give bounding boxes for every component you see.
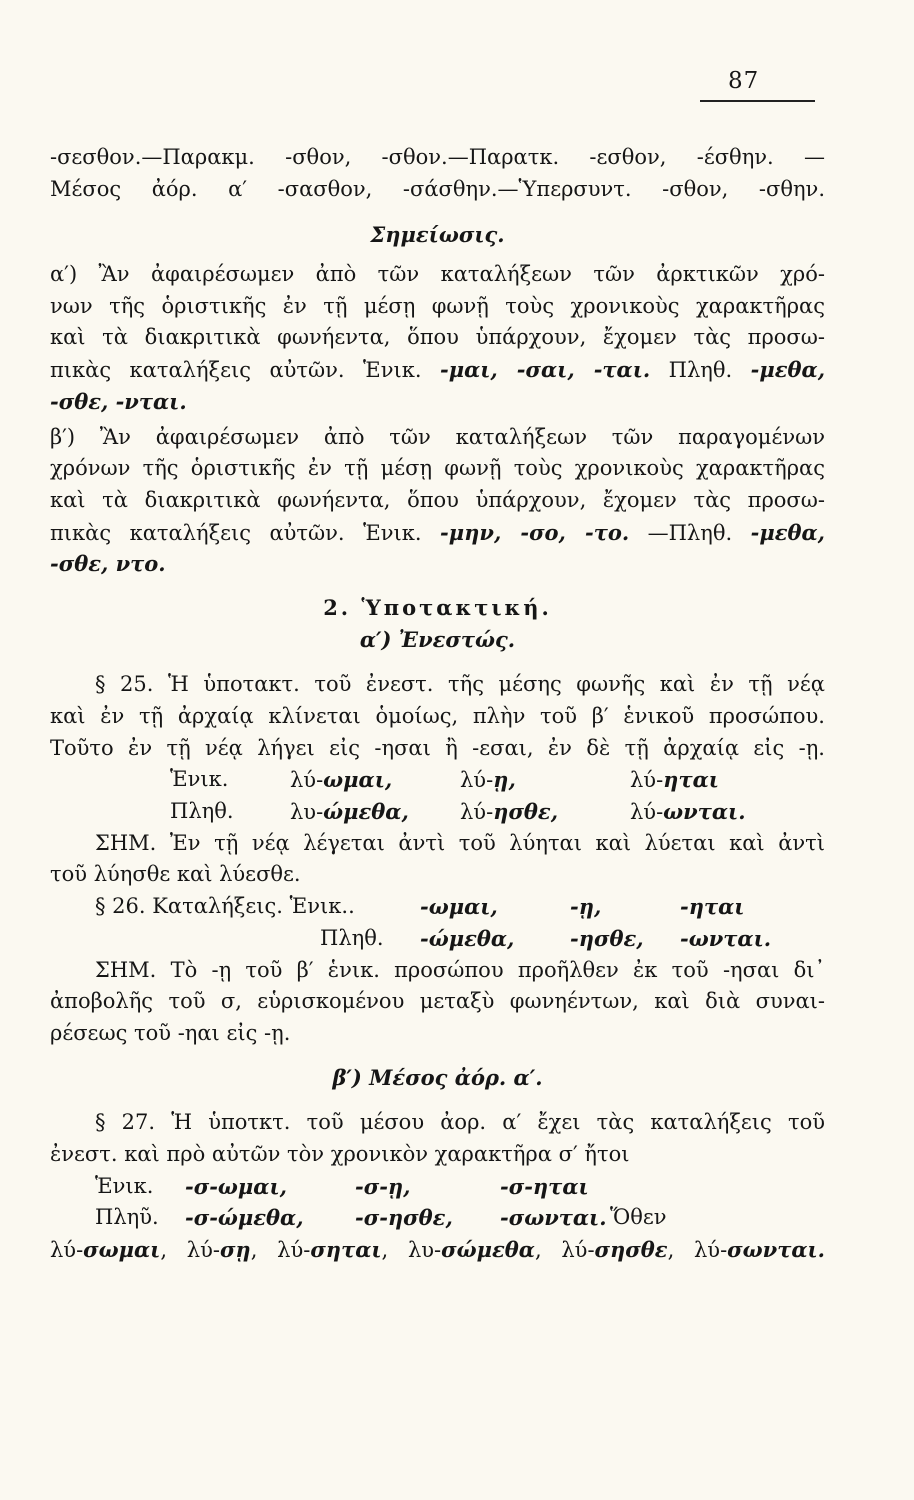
- paragraph-26-row: [50, 891, 825, 923]
- heading-text: 2. Ὑποτακτική.: [323, 594, 552, 620]
- ending-span: σώμεθα: [441, 1237, 535, 1262]
- text-line: Τοῦτο ἐν τῇ νέᾳ λήγει εἰς -ησαι ἢ -εσαι, ἐν δὲ τῇ ἀρχαίᾳ εἰς -ῃ.: [50, 735, 825, 760]
- text-span: Ὅθεν: [610, 1205, 667, 1230]
- text-span: , λύ-: [250, 1238, 311, 1262]
- text-span: , λύ-: [160, 1238, 220, 1262]
- paradigm-form: λύ-ῃ,: [460, 767, 516, 793]
- text-body: [50, 142, 825, 1266]
- text-line: [50, 354, 825, 386]
- page-number: 87: [728, 68, 760, 94]
- paradigm-label: Πληθ.: [170, 799, 234, 824]
- text-span: λύ-: [50, 1238, 84, 1262]
- text-line: ἐνεστ. καὶ πρὸ αὐτῶν τὸν χρονικὸν χαρακτῆρα σ′ ἤτοι: [50, 1141, 630, 1166]
- header-rule: [700, 100, 815, 102]
- text-line: α′) Ἂν ἀφαιρέσωμεν ἀπὸ τῶν καταλήξεων τῶν ἀρκτικῶν χρό-: [50, 262, 825, 287]
- ending-span: -σ-ηται: [500, 1173, 589, 1199]
- text-span: —Πληθ.: [647, 520, 733, 545]
- text-span: , λύ-: [667, 1238, 728, 1262]
- ending-span: -σωνται.: [500, 1205, 607, 1231]
- ending-span: -ώμεθα,: [420, 925, 515, 951]
- note-line: ἀποβολῆς τοῦ σ, εὑρισκομένου μεταξὺ φωνηέντων, καὶ διὰ συναι-: [50, 989, 825, 1014]
- paragraph-25-line: § 25. Ἡ ὑποτακτ. τοῦ ἐνεστ. τῆς μέσης φωνῆς καὶ ἐν τῇ νέᾳ: [95, 672, 825, 697]
- paradigm-row: [50, 796, 825, 828]
- text-line: [50, 386, 825, 418]
- heading-text: α′) Ἐνεστώς.: [359, 626, 516, 652]
- paradigm-label: Πληῦ.: [95, 1205, 159, 1230]
- ending-span: -σθε, -νται.: [50, 388, 187, 414]
- text-span: Πληθ.: [668, 358, 733, 383]
- text-line: Μέσος ἀόρ. α′ -σασθον, -σάσθην.—Ὑπερσυντ. -σθον, -σθην.: [50, 176, 825, 201]
- heading-text: β′) Μέσος ἀόρ. α′.: [332, 1064, 543, 1090]
- text-line: καὶ ἐν τῇ ἀρχαίᾳ κλίνεται ὁμοίως, πλὴν τοῦ β′ ἑνικοῦ προσώπου.: [50, 704, 825, 728]
- chapter-heading: [50, 592, 825, 624]
- ending-span: -σ-ωμαι,: [185, 1173, 287, 1199]
- note-line: τοῦ λύησθε καὶ λύεσθε.: [50, 862, 301, 887]
- text-line: καὶ τὰ διακριτικὰ φωνήεντα, ὅπου ὑπάρχουν, ἔχομεν τὰς προσω-: [50, 487, 825, 512]
- ending-span: -σθε, ντο.: [50, 551, 166, 577]
- section-heading: [50, 219, 825, 251]
- ending-span: -ωνται.: [680, 925, 772, 951]
- ending-span: -ησθε,: [570, 925, 644, 951]
- text-line: [50, 517, 825, 549]
- note-line: ρέσεως τοῦ -ηαι εἰς -ῃ.: [50, 1020, 291, 1045]
- ending-span: -μεθα,: [750, 519, 825, 545]
- paragraph-26-label: Πληθ.: [320, 925, 384, 950]
- paradigm-form: λύ-ωμαι,: [290, 767, 393, 793]
- ending-span: -μαι, -σαι, -ται.: [439, 357, 651, 383]
- text-line: -σεσθον.—Παρακμ. -σθον, -σθον.—Παρατκ. -εσθον, -έσθην. —: [50, 145, 825, 169]
- ending-span: σωμαι: [83, 1237, 161, 1262]
- last-line: [50, 1234, 825, 1266]
- paradigm-row: [50, 1171, 825, 1203]
- paragraph-27-line: § 27. Ἡ ὑποτκτ. τοῦ μέσου ἀορ. α′ ἔχει τὰς καταλήξεις τοῦ: [95, 1110, 825, 1135]
- ending-span: σῃ: [219, 1237, 251, 1262]
- text-span: , λυ-: [381, 1238, 442, 1262]
- ending-span: σησθε: [594, 1237, 668, 1262]
- text-span: πικὰς καταλήξεις αὐτῶν. Ἑνικ.: [50, 358, 422, 383]
- ending-span: -σ-ῃ,: [355, 1173, 411, 1199]
- paragraph-26-row: [50, 923, 825, 955]
- text-line: νων τῆς ὁριστικῆς ἐν τῇ μέσῃ φωνῇ τοὺς χρονικοὺς χαρακτῆρας: [50, 293, 825, 318]
- text-line: [50, 548, 825, 580]
- heading-text: Σημείωσις.: [370, 222, 505, 248]
- ending-span: -μην, -σο, -το.: [440, 519, 630, 545]
- ending-span: σωνται.: [727, 1237, 825, 1262]
- paradigm-form: λύ-ωνται.: [630, 799, 746, 825]
- text-line: καὶ τὰ διακριτικὰ φωνήεντα, ὅπου ὑπάρχουν, ἔχομεν τὰς προσω-: [50, 325, 825, 350]
- ending-span: -ηται: [680, 894, 745, 920]
- paradigm-form: λυ-ώμεθα,: [290, 799, 409, 825]
- ending-span: -σ-ώμεθα,: [185, 1205, 304, 1231]
- note-line: ΣΗΜ. Ἐν τῇ νέᾳ λέγεται ἀντὶ τοῦ λύηται καὶ λύεται καὶ ἀντὶ: [95, 830, 825, 855]
- ending-span: -ῃ,: [570, 894, 602, 920]
- ending-span: -σ-ησθε,: [355, 1205, 453, 1231]
- paradigm-label: Ἑνικ.: [170, 767, 229, 792]
- subsection-heading: [50, 1062, 825, 1094]
- paradigm-form: λύ-ηται: [630, 767, 719, 793]
- text-line: χρόνων τῆς ὁριστικῆς ἐν τῇ μέσῃ φωνῇ τοὺς χρονικοὺς χαρακτῆρας: [50, 456, 825, 481]
- ending-span: -μεθα,: [750, 357, 826, 383]
- subsection-heading: [50, 624, 825, 656]
- text-line: β′) Ἂν ἀφαιρέσωμεν ἀπὸ τῶν καταλήξεων τῶν παραγομένων: [50, 424, 825, 449]
- paradigm-form: λύ-ησθε,: [460, 799, 559, 825]
- note-line: ΣΗΜ. Τὸ -ῃ τοῦ β′ ἑνικ. προσώπου προῆλθεν ἐκ τοῦ -ησαι δι᾿: [95, 957, 825, 982]
- text-span: , λύ-: [534, 1238, 595, 1262]
- paradigm-label: Ἑνικ.: [95, 1173, 154, 1198]
- paragraph-26-label: § 26. Καταλήξεις. Ἑνικ..: [95, 894, 355, 919]
- text-span: πικὰς καταλήξεις αὐτῶν. Ἑνικ.: [50, 520, 422, 545]
- ending-span: -ωμαι,: [420, 894, 498, 920]
- ending-span: σηται: [310, 1237, 382, 1262]
- paradigm-row: [50, 1202, 825, 1234]
- paradigm-row: [50, 764, 825, 796]
